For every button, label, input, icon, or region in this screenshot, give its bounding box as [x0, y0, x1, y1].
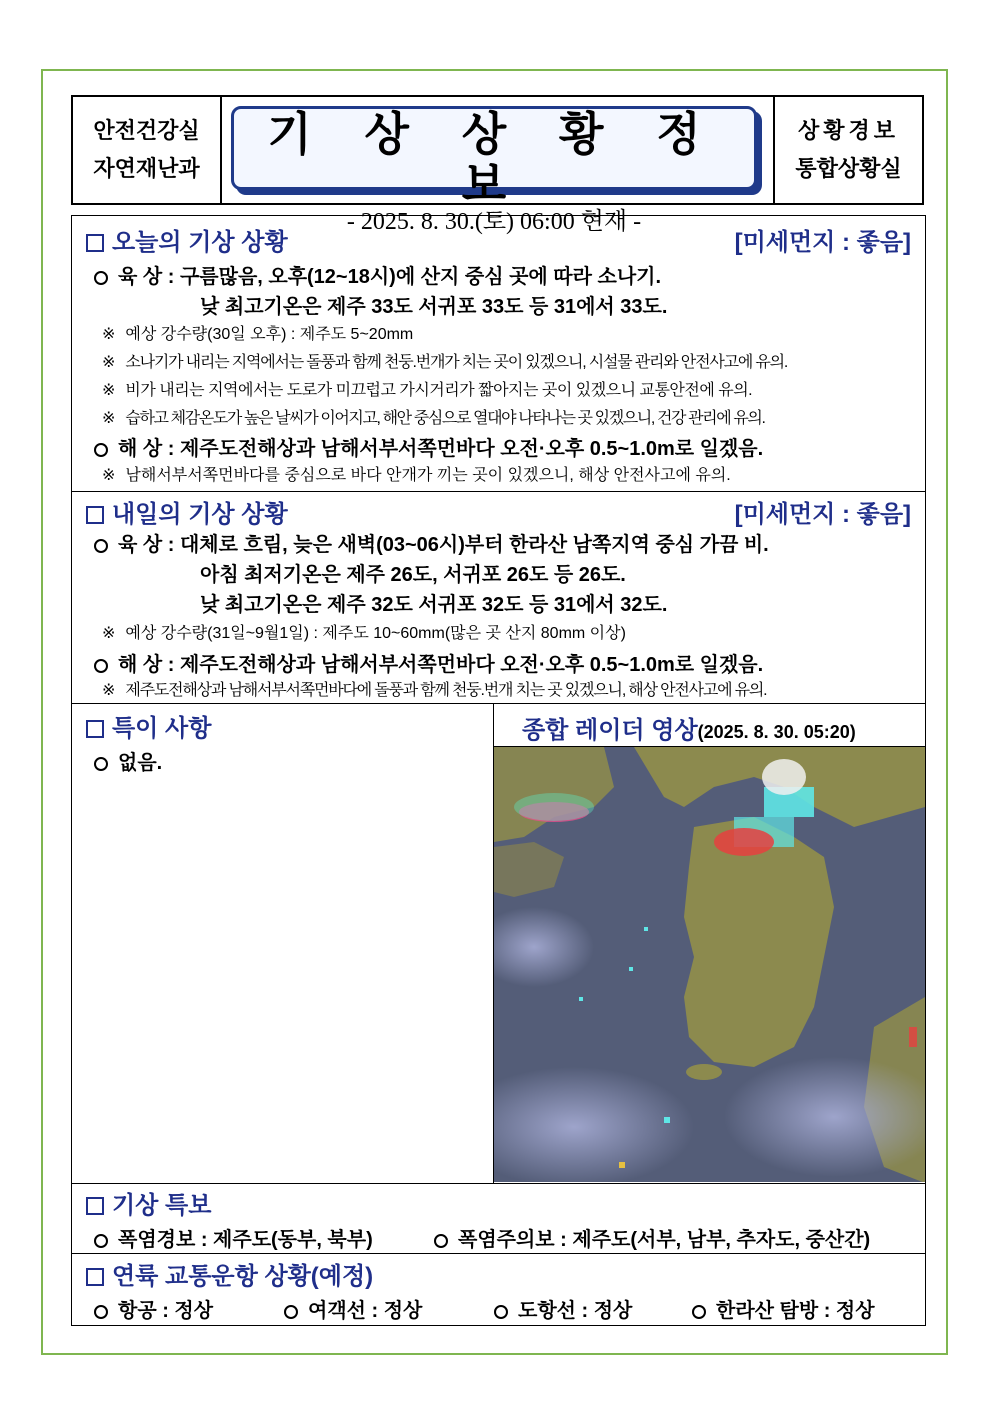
traffic-item-hallasan: 한라산 탐방 : 정상 [692, 1294, 875, 1323]
today-dust-status: [미세먼지 : 좋음] [734, 229, 911, 256]
tomorrow-max-temperature: 낮 최고기온은 제주 32도 서귀포 32도 등 31에서 32도. [200, 594, 668, 616]
rain-echo [644, 927, 648, 931]
rain-echo [664, 1117, 670, 1123]
today-note-4: ※ 습하고 체감온도가 높은 날씨가 이어지고, 해안 중심으로 열대야 나타나는 곳 있겠으니, 건강 관리에 유의. [102, 410, 765, 427]
special-item: 없음. [94, 746, 162, 775]
today-note-2: ※ 소나기가 내리는 지역에서는 돌풍과 함께 천둥.번개가 치는 곳이 있겠으니, 시설물 관리와 안전사고에 유의. [102, 354, 788, 371]
tomorrow-dust-status: [미세먼지 : 좋음] [734, 501, 911, 528]
radar-satellite-image [494, 746, 925, 1182]
tomorrow-sea-line: 해 상 : 제주도전해상과 남해서부서쪽먼바다 오전·오후 0.5~1.0m로 일겠음. [94, 648, 763, 677]
situation-office [773, 97, 922, 203]
tomorrow-land-line: 육 상 : 대체로 흐림, 늦은 새벽(03~06시)부터 한라산 남쪽지역 중심 가끔 비. [94, 528, 769, 557]
divider [72, 1183, 925, 1184]
circle-bullet-icon [284, 1305, 298, 1319]
today-sea-note: ※ 남해서부서쪽먼바다를 중심으로 바다 안개가 끼는 곳이 있겠으니, 해상 안전사고에 유의. [102, 467, 731, 484]
traffic-item-air: 항공 : 정상 [94, 1294, 213, 1323]
department-line-2: 자연재난과 [93, 156, 200, 181]
traffic-item-island-ferry: 도항선 : 정상 [494, 1294, 632, 1323]
circle-bullet-icon [434, 1234, 448, 1248]
today-heading: 오늘의 기상 상황 [86, 222, 288, 257]
office-line-1: 상황경보 [797, 118, 899, 143]
heat-advisory-item: 폭염주의보 : 제주도(서부, 남부, 추자도, 중산간) [434, 1223, 870, 1252]
issuing-department [73, 97, 222, 203]
jeju-island [686, 1064, 722, 1080]
rain-echo [629, 967, 633, 971]
department-line-1: 안전건강실 [93, 118, 200, 143]
title-box [231, 106, 757, 235]
divider [72, 491, 925, 492]
circle-bullet-icon [94, 1234, 108, 1248]
document-title: 기 상 상 황 정 보 [267, 108, 721, 210]
rain-echo [514, 793, 594, 821]
today-sea-line: 해 상 : 제주도전해상과 남해서부서쪽먼바다 오전·오후 0.5~1.0m로 일겠음. [94, 432, 763, 461]
heat-warning-item: 폭염경보 : 제주도(동부, 북부) [94, 1223, 373, 1252]
square-box-icon [86, 1268, 104, 1286]
rain-echo [579, 997, 583, 1001]
today-land-line: 육 상 : 구름많음, 오후(12~18시)에 산지 중심 곳에 따라 소나기. [94, 260, 661, 289]
traffic-item-ferry: 여객선 : 정상 [284, 1294, 422, 1323]
cloud-top [762, 759, 806, 795]
circle-bullet-icon [94, 1305, 108, 1319]
circle-bullet-icon [692, 1305, 706, 1319]
today-note-1: ※ 예상 강수량(30일 오후) : 제주도 5~20mm [102, 326, 414, 343]
heavy-rain-echo [714, 828, 774, 856]
document-header [71, 95, 924, 235]
report-datetime: - 2025. 8. 30.(토) 06:00 현재 - [346, 209, 642, 235]
tomorrow-rain-note: ※ 예상 강수량(31일~9월1일) : 제주도 10~60mm(많은 곳 산지 80mm 이상) [102, 625, 626, 642]
tomorrow-heading: 내일의 기상 상황 [86, 494, 288, 529]
square-box-icon [86, 234, 104, 252]
circle-bullet-icon [94, 757, 108, 771]
divider [72, 1253, 925, 1254]
circle-bullet-icon [94, 539, 108, 553]
radar-caption: 종합 레이더 영상(2025. 8. 30. 05:20) [522, 717, 856, 744]
circle-bullet-icon [94, 659, 108, 673]
radar-map-graphic [494, 747, 925, 1182]
tomorrow-min-temperature: 아침 최저기온은 제주 26도, 서귀포 26도 등 26도. [200, 564, 626, 586]
today-land-temperature: 낮 최고기온은 제주 33도 서귀포 33도 등 31에서 33도. [200, 296, 668, 318]
traffic-heading: 연륙 교통운항 상황(예정) [86, 1256, 373, 1291]
square-box-icon [86, 720, 104, 738]
main-report-table [71, 215, 926, 1326]
rain-echo [909, 1027, 917, 1047]
circle-bullet-icon [494, 1305, 508, 1319]
warnings-heading: 기상 특보 [86, 1185, 211, 1220]
special-heading: 특이 사항 [86, 708, 211, 743]
circle-bullet-icon [94, 271, 108, 285]
square-box-icon [86, 1197, 104, 1215]
circle-bullet-icon [94, 443, 108, 457]
rain-echo [619, 1162, 625, 1168]
office-line-2: 통합상황실 [795, 156, 902, 181]
today-note-3: ※ 비가 내리는 지역에서는 도로가 미끄럽고 가시거리가 짧아지는 곳이 있겠으니 교통안전에 유의. [102, 382, 753, 399]
divider [72, 703, 925, 704]
square-box-icon [86, 506, 104, 524]
tomorrow-sea-note: ※ 제주도전해상과 남해서부서쪽먼바다에 돌풍과 함께 천둥.번개 치는 곳 있겠으니, 해상 안전사고에 유의. [102, 682, 767, 699]
